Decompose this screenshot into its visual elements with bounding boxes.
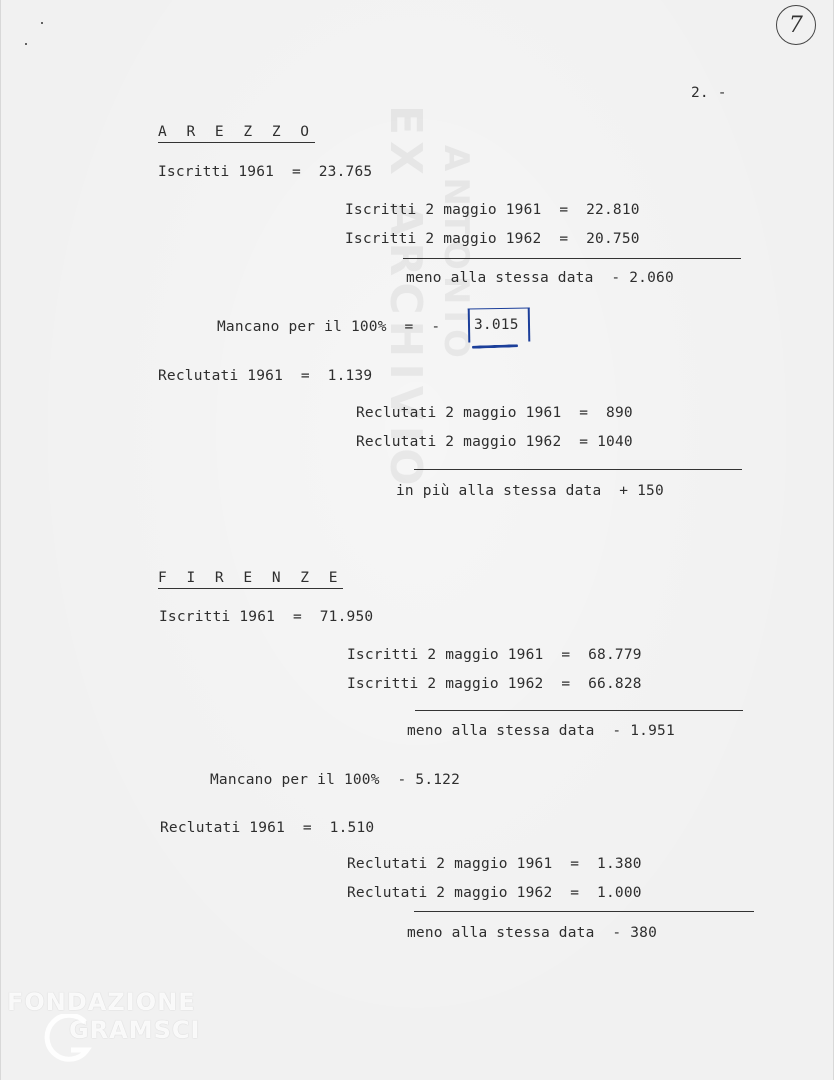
firenze-reclutati-1961: Reclutati 1961 = 1.510 [160,820,375,836]
speck [41,22,43,24]
firenze-iscritti-2mag-1961: Iscritti 2 maggio 1961 = 68.779 [347,647,642,663]
arezzo-reclutati-rule [414,469,742,470]
firenze-iscritti-1961: Iscritti 1961 = 71.950 [159,609,374,625]
arezzo-mancano-value: 3.015 [474,317,519,333]
arezzo-reclutati-diff: in più alla stessa data + 150 [396,483,664,499]
arezzo-reclutati-1961: Reclutati 1961 = 1.139 [158,368,373,384]
arezzo-iscritti-2mag-1962: Iscritti 2 maggio 1962 = 20.750 [345,231,640,247]
arezzo-iscritti-rule [403,258,741,259]
arezzo-iscritti-1961: Iscritti 1961 = 23.765 [158,164,373,180]
archive-stamp-line1: EX ARCHIVIO [380,105,431,492]
firenze-mancano: Mancano per il 100% - 5.122 [210,772,461,788]
arezzo-reclutati-2mag-1962: Reclutati 2 maggio 1962 = 1040 [356,434,633,450]
arezzo-title: A R E Z Z O [158,125,315,143]
firenze-iscritti-rule [415,710,743,711]
fondazione-gramsci-watermark [7,988,207,1068]
firenze-reclutati-diff: meno alla stessa data - 380 [407,925,658,941]
firenze-iscritti-diff: meno alla stessa data - 1.951 [407,723,675,739]
firenze-reclutati-2mag-1962: Reclutati 2 maggio 1962 = 1.000 [347,885,642,901]
handwritten-box-mark [468,307,531,342]
watermark-line2: GRAMSCI [69,1016,201,1044]
archive-stamp [361,105,481,625]
arezzo-mancano-label: Mancano per il 100% = - [217,319,441,335]
arezzo-iscritti-2mag-1961: Iscritti 2 maggio 1961 = 22.810 [345,202,640,218]
firenze-title: F I R E N Z E [158,571,343,589]
speck [25,43,27,45]
firenze-reclutati-2mag-1961: Reclutati 2 maggio 1961 = 1.380 [347,856,642,872]
handwritten-underline-mark [472,344,518,349]
firenze-iscritti-2mag-1962: Iscritti 2 maggio 1962 = 66.828 [347,676,642,692]
circled-page-number: 7 [776,5,816,45]
watermark-line1: FONDAZIONE [7,988,196,1016]
firenze-reclutati-rule [414,911,754,912]
page-label: 2. - [691,85,727,101]
watermark-logo-icon [37,1014,97,1064]
arezzo-iscritti-diff: meno alla stessa data - 2.060 [406,270,674,286]
arezzo-reclutati-2mag-1961: Reclutati 2 maggio 1961 = 890 [356,405,633,421]
archive-stamp-line2: ANTONIO [436,145,476,364]
